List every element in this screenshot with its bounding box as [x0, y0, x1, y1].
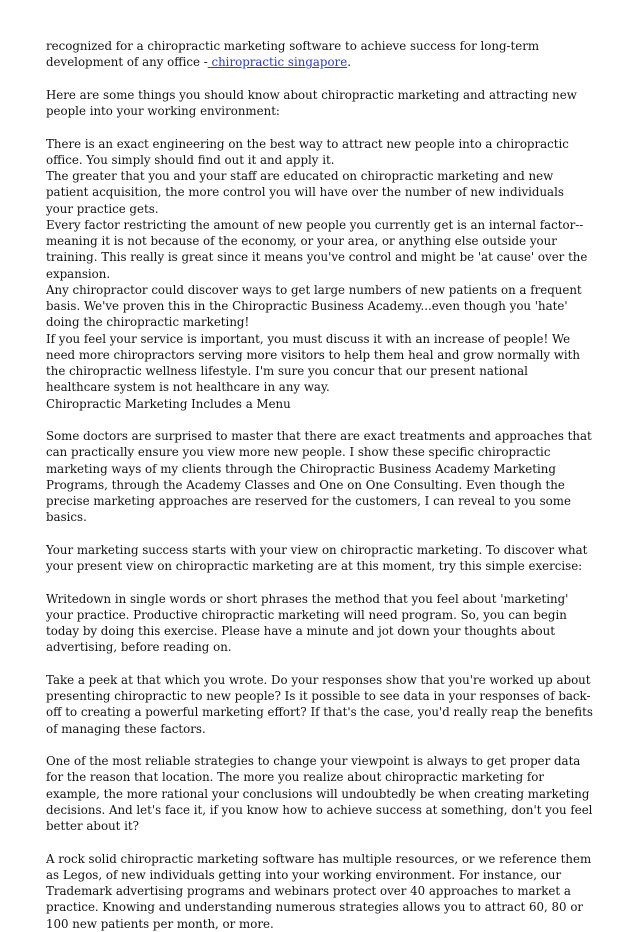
paragraph: Every factor restricting the amount of new people you currently get is an internal factor--meaning it is not because of the economy, or your area, or anything else outside your training. This really is great since it means you've control and might be 'at cause' over the expansion.: [46, 217, 588, 281]
section-heading: Chiropractic Marketing Includes a Menu: [46, 396, 291, 411]
paragraph: Any chiropractor could discover ways to get large numbers of new patients on a frequent basis. We've proven this in the Chiropractic Business Academy...even though you 'hate' doing the chiropractic marketing!: [46, 282, 582, 330]
paragraph: The greater that you and your staff are educated on chiropractic marketing and new patient acquisition, the more control you will have over the number of new individuals your practice gets.: [46, 169, 564, 216]
paragraph: Take a peek at that which you wrote. Do your responses show that you're worked up about presenting chiropractic to new people? Is it possible to see data in your responses of back-off to creating a powerful marketing effort? If that's the case, you'd really reap the benefits of managing these factors.: [46, 672, 593, 736]
paragraph: There is an exact engineering on the best way to attract new people into a chiropractic office. You simply should find out it and apply it.: [46, 136, 569, 167]
paragraph: Your marketing success starts with your view on chiropractic marketing. To discover what your present view on chiropractic marketing are at this moment, try this simple exercise:: [46, 542, 588, 573]
paragraph: One of the most reliable strategies to change your viewpoint is always to get proper data for the reason that location. The more you realize about chiropractic marketing for example, the more rational your conclusions will undoubtedly be when creating marketing decisions. And let's face it, if you know how to achieve success at something, don't you feel better about it?: [46, 754, 593, 833]
paragraph: Writedown in single words or short phrases the method that you feel about 'marketing' your practice. Productive chiropractic marketing will need program. So, you can begin today by doing this exercise. Please have a minute and jot down your thoughts about advertising, before reading on.: [46, 591, 569, 655]
paragraph: A rock solid chiropractic marketing software has multiple resources, or we reference them as Legos, of new individuals getting into your working environment. For instance, our Trademark advertising programs and webinars protect over 40 approaches to market a practice. Knowing and understanding numerous strategies allows you to attract 60, 80 or 100 new patients per month, or more.: [46, 851, 592, 931]
paragraph: Some doctors are surprised to master that there are exact treatments and approaches that can practically ensure you view more new people. I show these specific chiropractic marketing ways of my clients through the Chiropractic Business Academy Marketing Programs, through the Academy Classes and One on One Consulting. Even though the precise marketing approaches are reserved for the customers, I can reveal to you some basics.: [46, 429, 592, 525]
intro-paragraph: [46, 38, 594, 71]
paragraph: If you feel your service is important, you must discuss it with an increase of people! We need more chiropractors serving more visitors to help them heal and grow normally with the chiropractic wellness lifestyle. I'm sure you concur that our present national healthcare system is not healthcare in any way.: [46, 331, 581, 395]
intro-text: recognized for a chiropractic marketing software to achieve success for long-term development of any office -: [46, 39, 540, 70]
intro-text-end: .: [347, 55, 351, 70]
paragraph: Here are some things you should know about chiropractic marketing and attracting new people into your working environment:: [46, 87, 577, 118]
chiropractic-singapore-link[interactable]: chiropractic singapore: [207, 55, 348, 70]
